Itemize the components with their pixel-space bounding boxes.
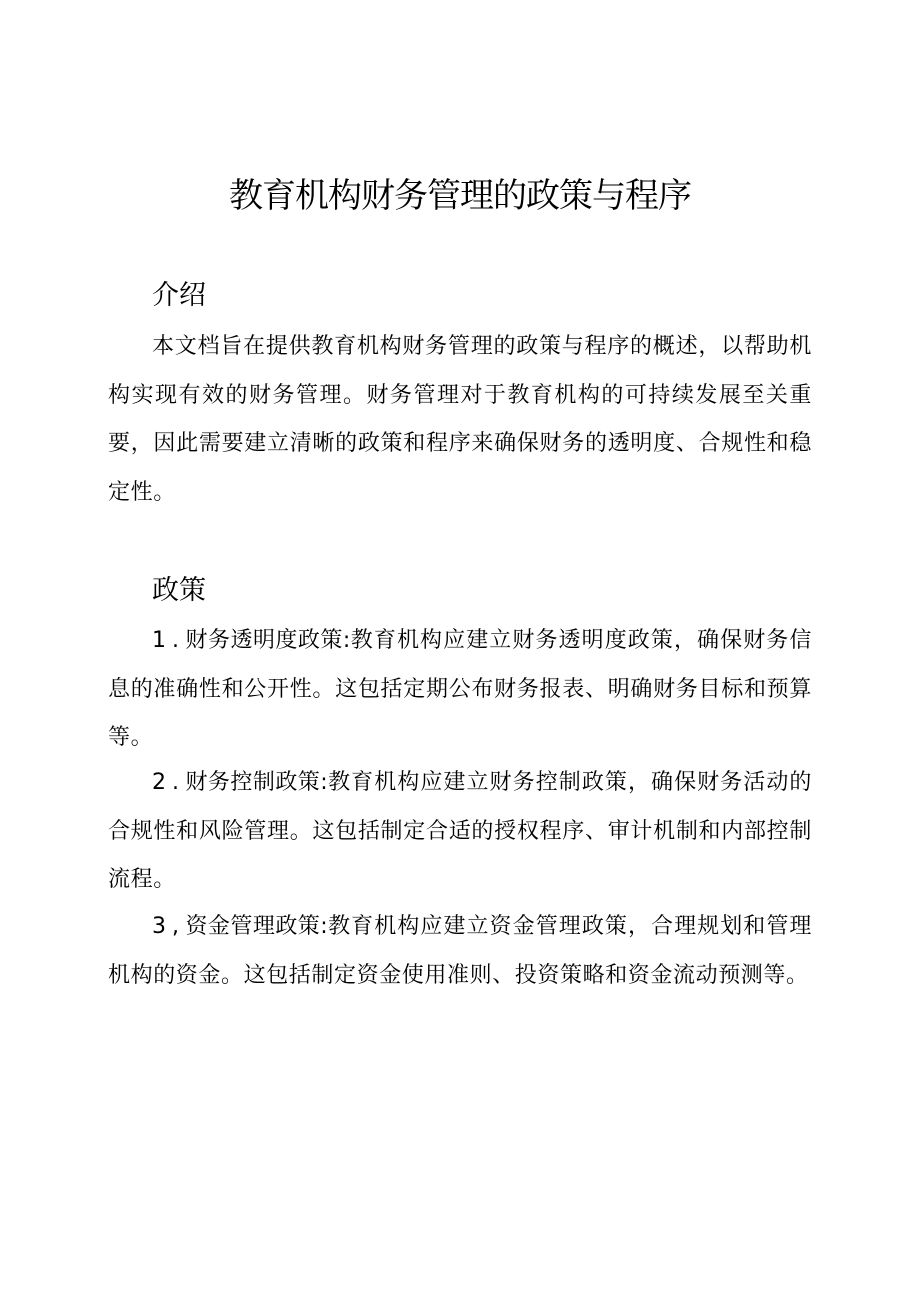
policy-item-1 [108,617,812,763]
policy-item-text: 教育机构应建立财务透明度政策，确保财务信息的准确性和公开性。这包括定期公布财务报表、明确财务目标和预算等。 [108,628,812,750]
policy-item-number: 3 [152,914,172,939]
policy-item-separator: . [172,628,185,653]
policy-item-label: 财务控制政策: [185,770,328,795]
policy-item-text: 教育机构应建立资金管理政策，合理规划和管理机构的资金。这包括制定资金使用准则、投资策略和资金流动预测等。 [108,914,812,988]
section-heading-policy: 政策 [152,575,206,606]
policy-item-label: 财务透明度政策: [185,628,351,653]
policy-item-number: 2 [152,770,172,795]
policy-item-separator: . [172,770,185,795]
policy-item-separator: , [172,914,185,939]
policy-item-3 [108,903,812,1000]
policy-item-label: 资金管理政策: [185,914,328,939]
policy-item-number: 1 [152,628,172,653]
policy-item-text: 教育机构应建立财务控制政策，确保财务活动的合规性和风险管理。这包括制定合适的授权程序、审计机制和内部控制流程。 [108,770,812,892]
document-title: 教育机构财务管理的政策与程序 [229,176,691,216]
policy-item-2 [108,759,812,905]
intro-paragraph: 本文档旨在提供教育机构财务管理的政策与程序的概述，以帮助机构实现有效的财务管理。财务管理对于教育机构的可持续发展至关重要，因此需要建立清晰的政策和程序来确保财务的透明度、合规性和稳定性。 [108,334,812,505]
section-heading-intro: 介绍 [152,280,206,311]
